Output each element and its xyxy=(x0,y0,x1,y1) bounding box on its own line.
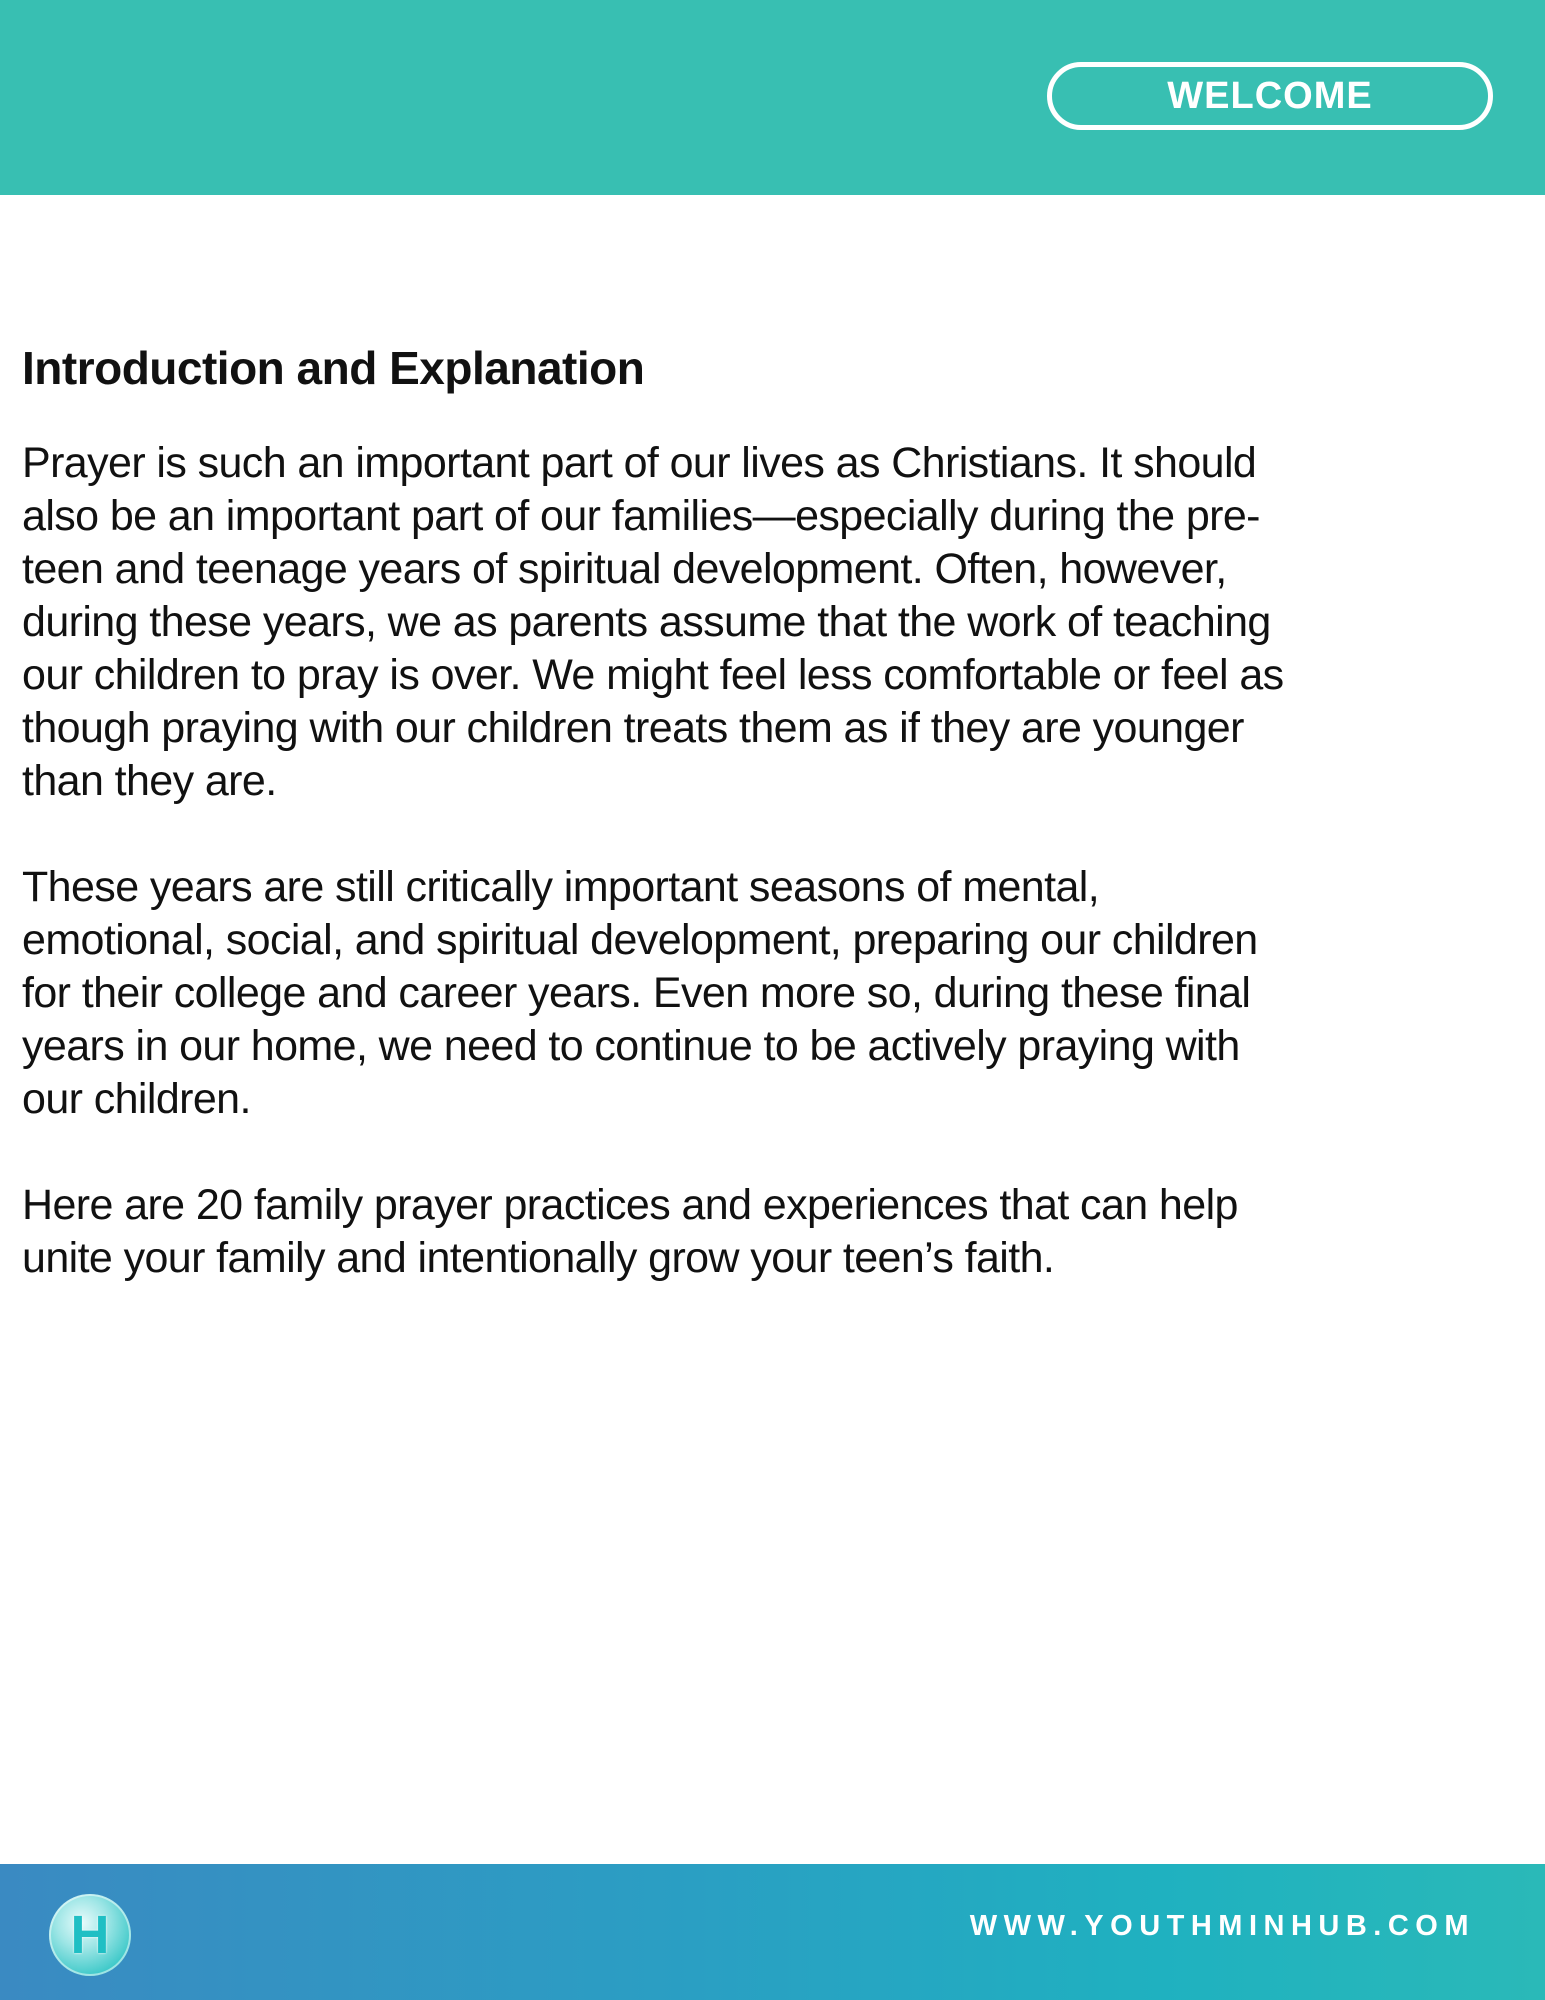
text-line: than they are. xyxy=(22,757,277,805)
text-line: teen and teenage years of spiritual development. Often, however, xyxy=(22,545,1227,593)
text-line: for their college and career years. Even more so, during these final xyxy=(22,969,1251,1017)
text-line: our children. xyxy=(22,1075,251,1123)
text-line: also be an important part of our families—especially during the pre- xyxy=(22,492,1260,540)
text-line: Here are 20 family prayer practices and experiences that can help xyxy=(22,1181,1238,1229)
section-label-welcome xyxy=(1047,62,1493,130)
website-url[interactable]: WWW.YOUTHMINHUB.COM xyxy=(969,1910,1475,1942)
logo-letter: H xyxy=(70,1905,110,1965)
text-line: emotional, social, and spiritual development, preparing our children xyxy=(22,916,1258,964)
paragraph-intro xyxy=(22,437,1512,808)
text-line: unite your family and intentionally grow your teen’s faith. xyxy=(22,1234,1055,1282)
page-header xyxy=(0,0,1545,195)
text-line: our children to pray is over. We might feel less comfortable or feel as xyxy=(22,651,1284,699)
paragraph-practices xyxy=(22,1179,1512,1285)
page-title: Introduction and Explanation xyxy=(22,342,645,394)
youthminhub-logo-icon xyxy=(49,1894,131,1976)
document-content xyxy=(22,336,1522,1285)
text-line: during these years, we as parents assume that the work of teaching xyxy=(22,598,1271,646)
text-line: Prayer is such an important part of our lives as Christians. It should xyxy=(22,439,1257,487)
section-label-text: WELCOME xyxy=(1167,74,1373,117)
text-line: though praying with our children treats them as if they are younger xyxy=(22,704,1244,752)
text-line: These years are still critically important seasons of mental, xyxy=(22,863,1100,911)
page-footer xyxy=(0,1864,1545,2000)
paragraph-development xyxy=(22,861,1512,1126)
text-line: years in our home, we need to continue to be actively praying with xyxy=(22,1022,1240,1070)
